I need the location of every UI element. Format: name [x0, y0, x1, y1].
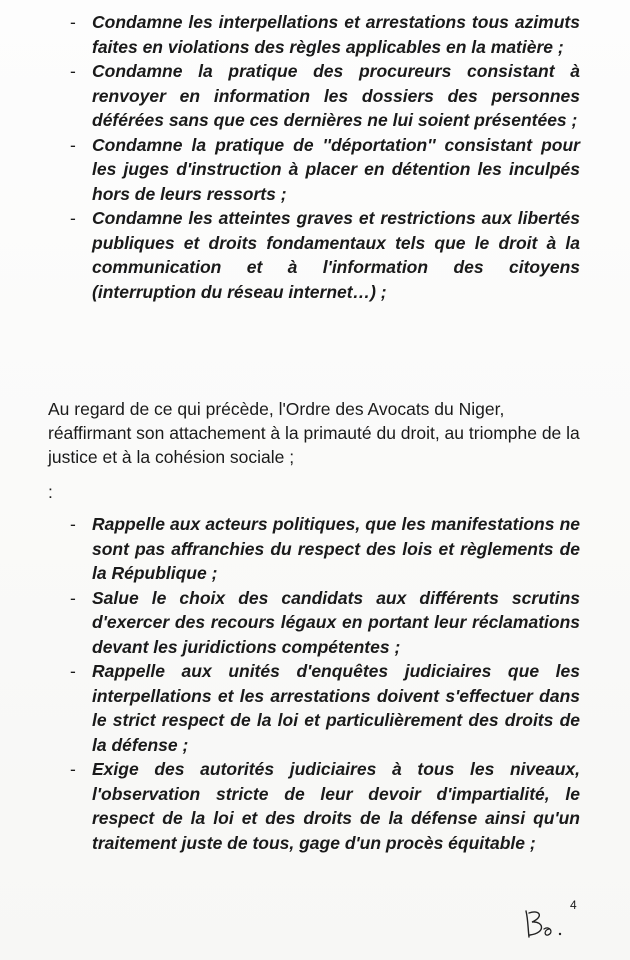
list-item-text: Rappelle aux unités d'enquêtes judiciaires que les interpellations et les arrestations doivent s'effectuer dans le strict respect de la loi et particulièrement des droits de la défense ; [92, 661, 580, 755]
list-item-text: Condamne la pratique de ''déportation'' consistant pour les juges d'instruction à placer en détention les inculpés hors de leurs ressorts ; [92, 134, 580, 204]
page-number: 4 [570, 898, 577, 912]
list-item-text: Condamne les interpellations et arrestations tous azimuts faites en violations des règles applicables en la matière ; [92, 12, 580, 57]
list-item-text: Condamne les atteintes graves et restrictions aux libertés publiques et droits fondamentaux tels que le droit à la communication et à l'information des citoyens (interruption du réseau internet…) ; [92, 208, 580, 302]
list-item [70, 586, 580, 660]
list-item-text: Exige des autorités judiciaires à tous les niveaux, l'observation stricte de leur devoir d'impartialité, le respect de la loi et des droits de la défense ainsi qu'un traitement juste de tous, gage d'un procès équitable ; [92, 759, 580, 853]
list-item-text: Condamne la pratique des procureurs consistant à renvoyer en information les dossiers des personnes déférées sans que ces dernières ne lui soient présentées ; [92, 61, 580, 130]
body-paragraph: Au regard de ce qui précède, l'Ordre des Avocats du Niger, réaffirmant son attachement à la primauté du droit, au triomphe de la justice et à la cohésion sociale ; [48, 399, 580, 467]
list-item-text: Salue le choix des candidats aux différents scrutins d'exercer des recours légaux en portant leur réclamations devant les juridictions compétentes ; [92, 587, 580, 657]
handwritten-initials [520, 905, 570, 945]
list-item [70, 512, 580, 586]
list-item [70, 59, 580, 133]
condemnation-list [70, 10, 580, 304]
list-item [70, 133, 580, 207]
list-item [70, 206, 580, 304]
bullet-dash: - [70, 208, 76, 228]
list-item [70, 10, 580, 59]
list-item-text: Rappelle aux acteurs politiques, que les manifestations ne sont pas affranchies du respect des lois et règlements de la République ; [92, 514, 580, 583]
bullet-dash: - [70, 661, 76, 681]
bullet-dash: - [70, 12, 76, 32]
bullet-dash: - [70, 587, 76, 608]
bullet-dash: - [70, 514, 76, 534]
list-item [70, 659, 580, 757]
bullet-dash: - [70, 134, 76, 155]
colon-marker: : [48, 482, 53, 502]
resolution-list [70, 512, 580, 855]
bullet-dash: - [70, 759, 76, 779]
list-item [70, 757, 580, 855]
bullet-dash: - [70, 61, 76, 81]
